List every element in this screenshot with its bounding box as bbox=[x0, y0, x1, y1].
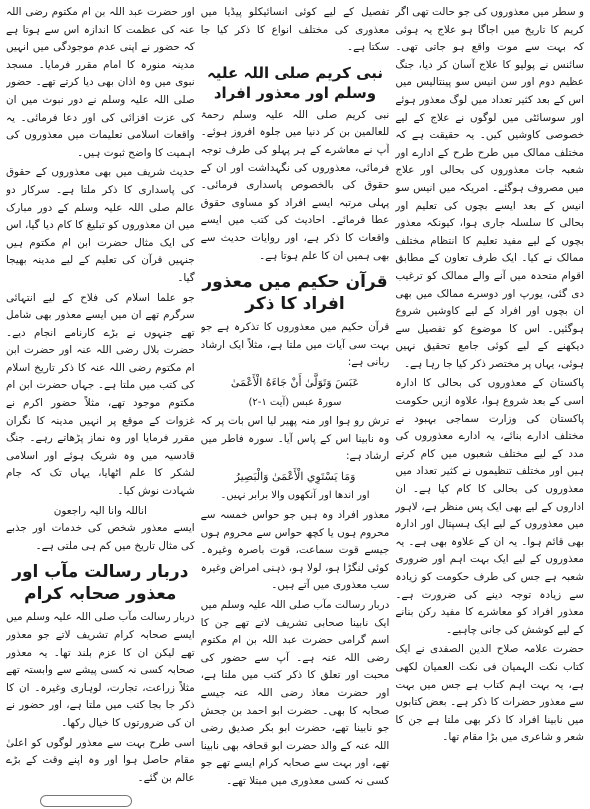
column-middle bbox=[201, 4, 390, 805]
paragraph: اور حضرت عبد اللہ بن ام مکتوم رضی اللہ عنہ کی عظمت کا اندازہ اس سے ہوتا ہے کہ حضور نے اپنی عدم موجودگی میں انہیں مدینہ منورہ کا امام مقرر فرمایا۔ مسجد نبوی میں وہ اذان بھی دیا کرتے تھے۔ حضور صلی اللہ علیہ وسلم نے دور نبوت میں ان کی عزت افزائی کی اور دعا فرمائی۔ یہ واقعات اسلامی تعلیمات میں معذوروں کی اہمیت کا واضح ثبوت ہیں۔ bbox=[5, 6, 195, 159]
section-heading: دربار رسالت مآب اور معذور صحابہ کرام bbox=[12, 562, 189, 605]
section-heading: نبی کریم صلی اللہ علیہ وسلم اور معذور افراد bbox=[206, 63, 383, 102]
paragraph: تفصیل کے لیے کوئی انسائیکلو پیڈیا میں معذوری کی مختلف انواع کا ذکر کیا جا سکتا ہے۔ bbox=[200, 6, 390, 54]
paragraph: دربار رسالت مآب صلی اللہ علیہ وسلم میں ایسے صحابہ کرام تشریف لاتے جو معذور تھے لیکن ان کا عزم بلند تھا۔ یہ معذور صحابہ کسی نہ کسی پیشے سے وابستہ تھے مثلاً زراعت، تجارت، لوہاری وغیرہ۔ ان کا ذکر جا بجا کتب میں ملتا ہے، اور حضور نے ان کی ضرورتوں کا خیال رکھا۔ bbox=[5, 611, 195, 729]
quran-verse: وَمَا يَسْتَوِي الْأَعْمَىٰ وَالْبَصِيرُ bbox=[234, 469, 356, 483]
paragraph: دربار رسالت مآب صلی اللہ علیہ وسلم میں ایک نابینا صحابی تشریف لاتے تھے جن کا اسم گرامی حضرت عبد اللہ بن ام مکتوم رضی اللہ عنہ ہے۔ آپ سے حضور کی محبت اور تعلق کا ذکر کتب میں ملتا ہے، اور حضرت معاذ رضی اللہ عنہ جیسے صحابہ کا بھی۔ حضرت ابو احمد بن جحش جو نابینا تھے، حضرت ابو بکر صدیق رضی اللہ عنہ کے والد حضرت ابو قحافہ بھی نابینا تھے، اور بہت سے صحابہ کرام ایسے تھے جو کسی نہ کسی معذوری میں مبتلا تھے۔ bbox=[200, 599, 390, 787]
footer-ornament bbox=[40, 795, 132, 807]
paragraph: اسی طرح بہت سے معذور لوگوں کو اعلیٰ مقام حاصل ہوا اور وہ اپنے وقت کے بڑے عالم بن گئے۔ bbox=[5, 736, 195, 784]
paragraph: ایسے معذور شخص کی خدمات اور جذبے کی مثال تاریخ میں کم ہی ملتی ہے۔ bbox=[5, 522, 195, 552]
paragraph: معذور افراد وہ ہیں جو حواس خمسہ سے محروم ہوں یا کچھ حواس سے محروم ہوں جیسے قوت سماعت، قوت باصرہ وغیرہ۔ کوئی لنگڑا ہو، لولا ہو، ذہنی امراض وغیرہ سب معذوری میں آتے ہیں۔ bbox=[200, 509, 390, 592]
paragraph: حضرت علامہ صلاح الدین الصفدی نے ایک کتاب نکت الہمیان فی نکت العمیان لکھی ہے، یہ بہت اہم کتاب ہے جس میں بہت سے معذور حضرات کا ذکر ہے۔ بعض کتابوں میں نابینا افراد کا ذکر بھی ملتا ہے جن کا شعر و شاعری میں بڑا مقام تھا۔ bbox=[395, 643, 584, 744]
column-right bbox=[395, 4, 584, 805]
section-heading: قرآن حکیم میں معذور افراد کا ذکر bbox=[202, 272, 388, 315]
paragraph: نبی کریم صلی اللہ علیہ وسلم رحمۃ للعالمین بن کر دنیا میں جلوہ افروز ہوئے۔ آپ نے معاشرے کے ہر پہلو کی طرف توجہ فرمائی، معذوروں کی نگہداشت اور ان کے حقوق کی بالخصوص پاسداری فرمائی۔ پہلی مرتبہ ایسے افراد کو مساوی حقوق عطا فرمائے۔ احادیث کی کتب میں ایسے واقعات کا ذکر ہے، اور روایات حدیث سے بھی ہمیں ان کا علم ہوتا ہے۔ bbox=[200, 108, 390, 262]
paragraph: پاکستان کے معذوروں کی بحالی کا ادارہ اسی کے بعد شروع ہوا، علاوہ ازیں حکومت پاکستان کی وزارت سماجی بہبود نے مختلف ادارے بنائے، یہ ادارے معذوروں کی مدد کے لیے مختلف شعبوں میں کام کرتے ہیں اور مختلف تنظیموں نے کثیر تعداد میں معذوروں کی بحالی کا کام کیا ہے۔ ان اداروں کے لیے بھی ایک پس منظر ہے، لاہور میں معذوروں کے لیے ایک ہسپتال اور ادارہ بھی قائم ہوا۔ یہ ان کے علاوہ بھی ہے۔ یہ معذوروں کے لیے ایک بہت اہم اور ضروری شعبہ ہے جس کی طرف حکومت کو زیادہ سے زیادہ توجہ دینے کی ضرورت ہے۔ معذور افراد کو معاشرے کا مفید رکن بنانے کے لیے کوشش کی جانی چاہیے۔ bbox=[395, 377, 584, 636]
quran-verse: عَبَسَ وَتَوَلَّىٰ أَنْ جَاءَهُ الْأَعْمَىٰ bbox=[230, 375, 360, 389]
paragraph: قرآن حکیم میں معذوروں کا تذکرہ ہے جو بہت سی آیات میں ملتا ہے، مثلاً ایک ارشاد ربانی ہے: bbox=[200, 321, 390, 369]
verse-reference: سورۃ عبس (آیت ۱-۲) bbox=[248, 396, 342, 408]
paragraph: حدیث شریف میں بھی معذوروں کے حقوق کی پاسداری کا ذکر ملتا ہے۔ سرکار دو عالم صلی اللہ علیہ وسلم کے دور مبارک میں ان معذوروں کو تبلیغ کا کام دیا گیا، اس کی ایک مثال حضرت ابن ام مکتوم ہیں جنہیں قرآن کی تعلیم کے لیے مدینہ بھیجا گیا۔ bbox=[5, 166, 195, 284]
paragraph: و سطر میں معذوروں کی جو حالت تھی اگر کریم کا تاریخ میں اجاگا ہو علاج یہ ہوئی کہ بہت سے موت واقع ہو جاتی تھی۔ سائنس نے پولیو کا علاج آسان کر دیا، جنگ عظیم دوم اور سن انیس سو پینتالیس میں اس کے بعد کثیر تعداد میں لوگ معذور ہوئے اور سوسائٹی میں لوگوں نے علاج کے لیے خصوصی کاوشیں کیں۔ یہ حقیقت ہے کہ مختلف ممالک میں طرح طرح کے ادارے اور شعبہ جات معذوروں کی بحالی اور علاج میں مصروف ہوگئے۔ امریکہ میں انیس سو انیس کے بعد ایسے بچوں کی تعلیم اور بحالی کا سلسلہ جاری ہوا، کیونکہ معذور بچوں کے لیے مفید تعلیم کا انتظام مختلف ممالک نے کیا۔ ایک طرف تعاون کے مطابق اقوام متحدہ میں آنے والے ممالک کو ترغیب دی گئی، یورپ اور دوسرے ممالک میں بھی ان بچوں اور افراد کے لیے کاوشیں شروع ہوگئیں۔ اس کا موضوع کو تفصیل سے دیکھنے کے لیے کوئی جامع تحقیق نہیں ہوئی، یہاں پر مختصر ذکر کیا جا رہا ہے۔ bbox=[395, 6, 584, 370]
closing-phrase: اناللہ وانا الیہ راجعون bbox=[53, 504, 147, 517]
paragraph: جو علما اسلام کی فلاح کے لیے انتہائی سرگرم تھے ان میں ایسے معذور بھی شامل تھے جنہوں نے بڑے کارنامے انجام دیے۔ حضرت بلال رضی اللہ عنہ اور حضرت ابن ام مکتوم رضی اللہ عنہ کا ذکر تاریخ اسلام کی کتب میں ملتا ہے۔ جہاں حضرت ابن ام مکتوم موجود تھے، مثلاً حضور اکرم نے غزوات کے موقع پر انہیں مدینہ کا نگران مقرر فرمایا اور وہ نماز پڑھاتے رہے۔ جنگ قادسیہ میں وہ شریک ہوئے اور اسلامی لشکر کا علم اٹھایا، یہاں تک کہ جام شہادت نوش کیا۔ bbox=[5, 291, 195, 498]
column-left bbox=[6, 4, 195, 805]
verse-translation: اور اندھا اور آنکھوں والا برابر نہیں۔ bbox=[220, 490, 370, 502]
paragraph: ترش رو ہوا اور منہ پھیر لیا اس بات پر کہ وہ نابینا اس کے پاس آیا۔ سورہ فاطر میں ارشاد ہے: bbox=[200, 415, 390, 463]
